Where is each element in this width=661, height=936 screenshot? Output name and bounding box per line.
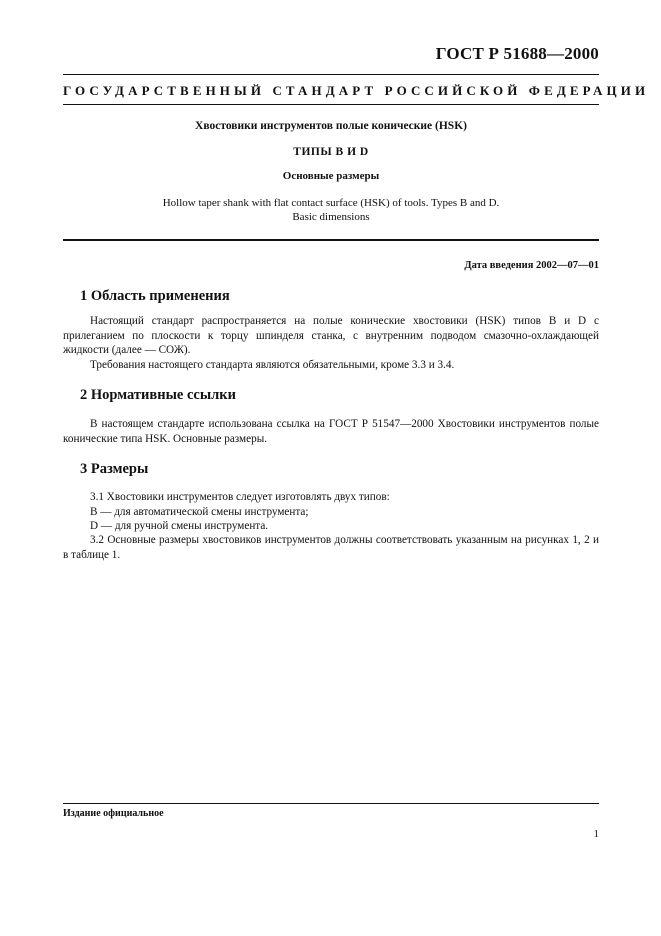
footer-rule xyxy=(63,803,599,804)
title-separator-rule xyxy=(63,239,599,241)
section-3-title: 3 Размеры xyxy=(80,461,149,477)
section-3-item-b: В — для автоматической смены инструмента; xyxy=(90,505,309,518)
introduction-date: Дата введения 2002—07—01 xyxy=(464,260,599,271)
section-3-paragraph-1: 3.1 Хвостовики инструментов следует изготовлять двух типов: xyxy=(90,491,390,503)
document-number: ГОСТ Р 51688—2000 xyxy=(435,44,599,63)
title-en-line-2: Basic dimensions xyxy=(292,211,370,223)
section-3-body-2 xyxy=(63,533,599,562)
header-rule-top xyxy=(63,74,599,75)
section-2-paragraph-1: В настоящем стандарте использована ссылка на ГОСТ Р 51547—2000 Хвостовики инструментов полые конические типа HSK. Основные размеры. xyxy=(63,418,599,445)
section-2-title: 2 Нормативные ссылки xyxy=(80,387,236,403)
section-3-paragraph-2: 3.2 Основные размеры хвостовиков инструментов должны соответствовать указанным на рисунках 1, 2 и в таблице 1. xyxy=(63,534,599,561)
section-3-body xyxy=(63,490,599,534)
section-1-body xyxy=(63,314,599,372)
header-rule-bottom xyxy=(63,104,599,105)
title-en-line-1: Hollow taper shank with flat contact surface (HSK) of tools. Types B and D. xyxy=(162,197,500,209)
page-number: 1 xyxy=(593,828,599,840)
standard-types: ТИПЫ В И D xyxy=(293,146,369,158)
standard-title-ru: Хвостовики инструментов полые конические (HSK) xyxy=(195,120,467,132)
section-3-item-d: D — для ручной смены инструмента. xyxy=(90,520,269,532)
section-2-body xyxy=(63,417,599,446)
section-1-paragraph-2: Требования настоящего стандарта являются обязательными, кроме 3.3 и 3.4. xyxy=(90,358,455,371)
edition-note: Издание официальное xyxy=(63,808,164,819)
standard-subtitle: Основные размеры xyxy=(282,170,380,182)
section-1-paragraph-1: Настоящий стандарт распространяется на полые конические хвостовики (HSK) типов В и D с прилеганием по плоскости к торцу шпинделя станка, с внутренним подводом смазочно-охлаждающей жидкости (далее — СОЖ). xyxy=(63,315,599,356)
standard-title-en xyxy=(63,196,599,224)
organization-title: ГОСУДАРСТВЕННЫЙ СТАНДАРТ РОССИЙСКОЙ ФЕДЕРАЦИИ xyxy=(63,83,650,98)
section-1-title: 1 Область применения xyxy=(80,288,230,304)
